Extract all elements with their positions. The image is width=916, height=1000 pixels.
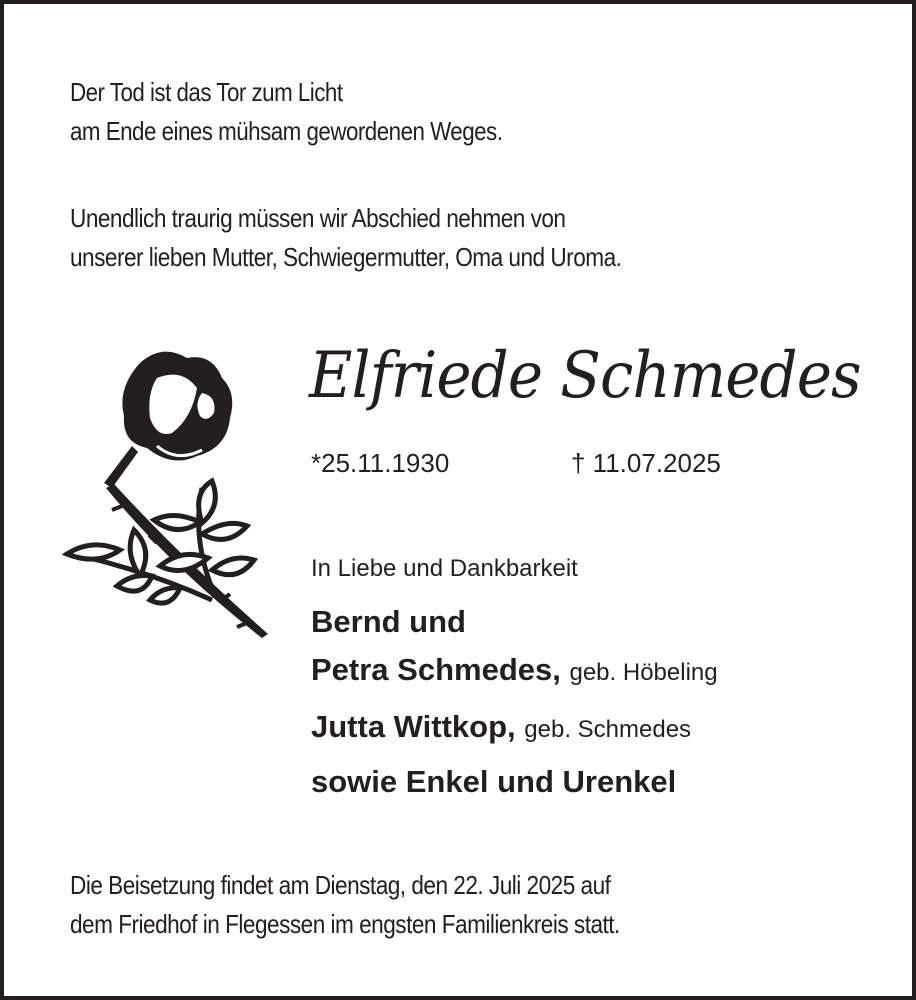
mourner-name: Petra Schmedes,: [311, 652, 561, 687]
deceased-name: Elfriede Schmedes: [309, 339, 861, 413]
funeral-line-2: dem Friedhof in Flegessen im engsten Familienkreis statt.: [70, 909, 620, 939]
mourners-intro: In Liebe und Dankbarkeit: [311, 555, 578, 582]
mourner-entry: [311, 602, 466, 642]
mourner-entry: [311, 707, 691, 750]
verse-line-2: am Ende eines mühsam gewordenen Weges.: [70, 116, 503, 146]
announcement-line-2: unserer lieben Mutter, Schwiegermutter, Oma und Uroma.: [70, 242, 622, 272]
mourner-name: sowie Enkel und Urenkel: [311, 764, 677, 799]
mourner-name: Jutta Wittkop,: [311, 709, 516, 744]
mourner-name: Bernd und: [311, 604, 466, 639]
mourner-entry: [311, 650, 718, 693]
birth-date: *25.11.1930: [311, 448, 450, 478]
mourner-maiden-name: geb. Schmedes: [524, 716, 692, 743]
mourner-maiden-name: geb. Höbeling: [569, 659, 718, 686]
verse-line-1: Der Tod ist das Tor zum Licht: [70, 77, 343, 107]
rose-icon: [62, 338, 276, 648]
mourner-entry: [311, 762, 676, 802]
death-date: † 11.07.2025: [571, 448, 721, 478]
announcement-line-1: Unendlich traurig müssen wir Abschied nehmen von: [70, 203, 566, 233]
funeral-line-1: Die Beisetzung findet am Dienstag, den 22. Juli 2025 auf: [70, 870, 611, 900]
